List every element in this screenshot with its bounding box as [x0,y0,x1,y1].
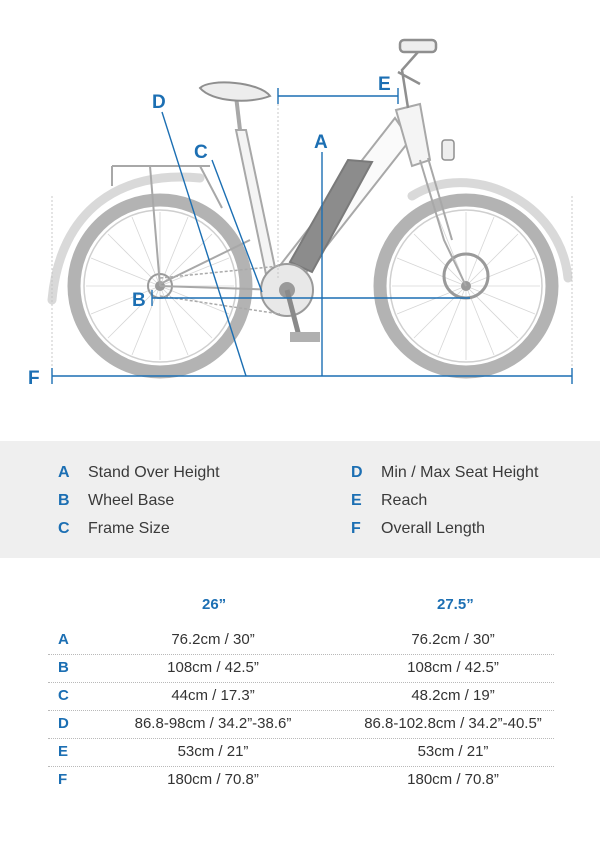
dim-label-d: D [152,92,166,113]
table-row [48,739,554,767]
row-value-26: 108cm / 42.5” [167,659,259,676]
table-row [48,655,554,683]
legend-item-b [58,492,174,510]
row-key: F [58,771,68,788]
column-header-26: 26” [202,596,227,613]
legend-item-e [351,492,427,510]
legend-letter: D [351,464,363,481]
row-key: B [58,659,69,676]
row-value-26: 76.2cm / 30” [171,631,255,648]
row-key: E [58,743,69,760]
legend-text: Reach [381,492,428,509]
dim-label-c: C [194,142,208,163]
legend-text: Overall Length [381,520,486,537]
legend-item-a [58,464,220,482]
row-value-26: 53cm / 21” [177,743,249,760]
legend-letter: C [58,520,70,537]
dim-label-e: E [378,74,391,95]
saddle [200,82,270,100]
row-key: A [58,631,69,648]
specs-table [0,580,600,864]
battery [290,160,372,272]
table-row [48,711,554,739]
legend-item-c [58,520,170,538]
dim-label-a: A [314,132,328,153]
dim-label-b: B [132,290,146,311]
row-key: C [58,687,69,704]
table-row [48,627,554,655]
table-row [48,683,554,711]
legend-text: Frame Size [88,520,170,537]
row-value-27-5: 108cm / 42.5” [407,659,499,676]
dim-label-f: F [28,368,40,389]
headlight [442,140,454,160]
row-value-27-5: 48.2cm / 19” [411,687,495,704]
legend-panel [0,441,600,558]
legend-letter: E [351,492,362,509]
row-value-27-5: 86.8-102.8cm / 34.2”-40.5” [364,715,542,732]
legend-letter: A [58,464,70,481]
crankset [261,264,320,342]
legend-item-d [351,464,538,482]
table-row [48,767,554,794]
legend-letter: F [351,520,361,537]
handlebar [398,40,436,108]
bike-geometry-diagram [0,0,600,420]
row-key: D [58,715,69,732]
legend-text: Stand Over Height [88,464,220,481]
row-value-26: 180cm / 70.8” [167,771,259,788]
legend-letter: B [58,492,70,509]
column-header-27-5: 27.5” [437,596,474,613]
row-value-27-5: 53cm / 21” [417,743,489,760]
legend-text: Min / Max Seat Height [381,464,539,481]
legend-text: Wheel Base [88,492,175,509]
legend-item-f [351,520,485,538]
row-value-27-5: 180cm / 70.8” [407,771,499,788]
row-value-26: 44cm / 17.3” [171,687,255,704]
row-value-26: 86.8-98cm / 34.2”-38.6” [134,715,292,732]
row-value-27-5: 76.2cm / 30” [411,631,495,648]
